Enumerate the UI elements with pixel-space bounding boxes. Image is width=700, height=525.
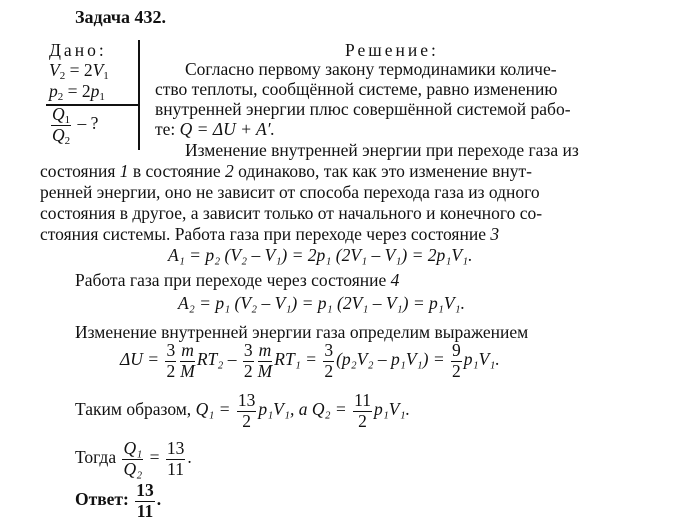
given-label: Дано: [49, 40, 107, 60]
equation-internal-energy: ΔU = $\frac{3}{2}$ $\frac{m}{M}$ RT₂ – $\frac{3}{2}$ $\frac{m}{M}$ RT₁ = $\frac{3}{2}$ (p₂V₂ – p₁V₁) = $\frac{9}{2}$ p₁V₁. [120, 340, 500, 381]
solution-text-line: ренней энергии, оно не зависит от способа перехода газа из одного [40, 182, 540, 202]
answer-label: Ответ: [75, 489, 129, 510]
solution-text-line: состояния 1 в состояние 2 одинаково, так как это изменение внут- [40, 161, 532, 181]
solution-text-line: внутренней энергии плюс совершённой системой рабо- [155, 99, 571, 119]
solution-text-line: Изменение внутренней энергии газа определим выражением [75, 322, 529, 342]
solution-text-line: Работа газа при переходе через состояние 4 [75, 270, 400, 290]
solution-text-line: Согласно первому закону термодинамики количе- [185, 59, 557, 79]
solution-text-line: Изменение внутренней энергии при переходе газа из [185, 140, 579, 160]
given-volume: $V_2 = 2V_1$ [49, 60, 109, 82]
equation-work-a1: A₁ = p₂ (V₂ – V₁) = 2p₁ (2V₁ – V₁) = 2p₁V₁. [168, 245, 473, 265]
given-pressure: $p_2 = 2p_1$ [49, 81, 105, 103]
solution-text-line: состояния в другое, а зависит только от начального и конечного со- [40, 203, 543, 223]
solution-heading: Решение: [345, 40, 439, 60]
heat-amounts-line: Таким образом, Q₁ = $\frac{13}{2}$ p₁V₁, а Q₂ = $\frac{11}{2}$ p₁V₁. [75, 390, 410, 431]
solution-text-line: ство теплоты, сообщённой системе, равно изменению [155, 79, 558, 99]
problem-title: Задача 432. [75, 7, 167, 27]
given-find: $\frac{Q_1}{Q_2}$ – ? [52, 104, 99, 147]
answer-line: Ответ: $\frac{13}{11}$ . [75, 480, 162, 521]
given-divider-vertical [138, 40, 140, 150]
ratio-line: Тогда $\frac{\text{Q₁}}{\text{Q₂}}$ = $\frac{13}{11}$ . [75, 438, 192, 479]
solution-text-line: те: Q = ΔU + A′. [155, 119, 275, 139]
solution-text-line: стояния системы. Работа газа при переходе через состояние 3 [40, 224, 500, 244]
equation-work-a2: A₂ = p₁ (V₂ – V₁) = p₁ (2V₁ – V₁) = p₁V₁. [178, 293, 466, 313]
